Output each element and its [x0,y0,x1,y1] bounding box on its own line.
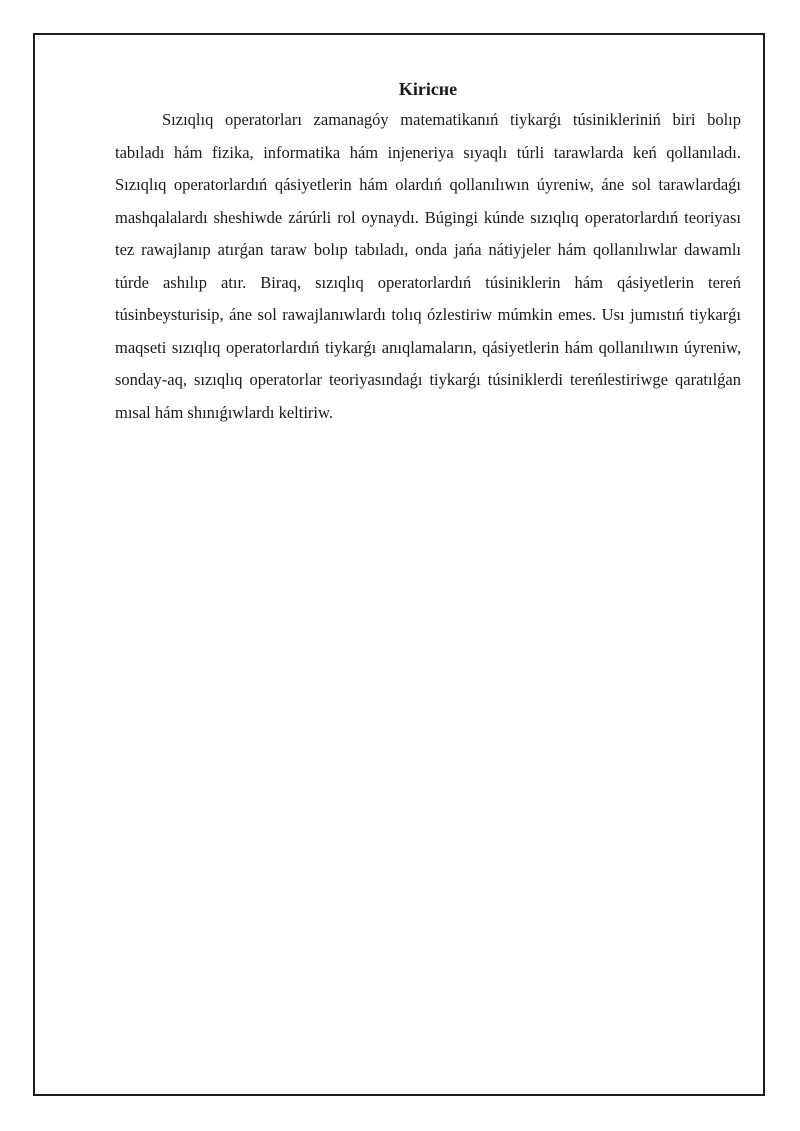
document-body [115,78,741,429]
document-title: Kirісне [398,79,458,99]
introduction-paragraph: Sızıqlıq operatorları zamanagóy matematikanıń tiykarǵı túsiniklerіniń biri bolıp tabıladı hám fizika, informatika hám injeneriya sıyaqlı túrli tarawlarda keń qollanıladı. Sızıqlıq operatorlardıń qásiyetlerin hám olardıń qollanılıwın úyreniw, áne sol tarawlardaǵı mashqalalardı sheshiwde zárúrli rol oynaydı. Búgingi kúnde sızıqlıq operatorlardıń teoriyası tez rawajlanıp atırǵan taraw bolıp tabıladı, onda jańa nátiyjeler hám qollanılıwlar dawamlı túrde ashılıp atır. Biraq, sızıqlıq operatorlardıń túsiniklerin hám qásiyetlerin tereń túsinbeysturisip, áne sol rawajlanıwlardı tolıq ózlestiriw múmkin emes. Usı jumıstıń tiykarǵı maqseti sızıqlıq operatorlardıń tiykarǵı anıqlamaların, qásiyetlerin hám qollanılıwın úyreniw, sonday-aq, sızıqlıq operatorlar teoriyasındaǵı tiykarǵı túsiniklerdi tereńlestiriwge qaratılǵan mısal hám shınıǵıwlardı keltiriw. [115,110,741,422]
